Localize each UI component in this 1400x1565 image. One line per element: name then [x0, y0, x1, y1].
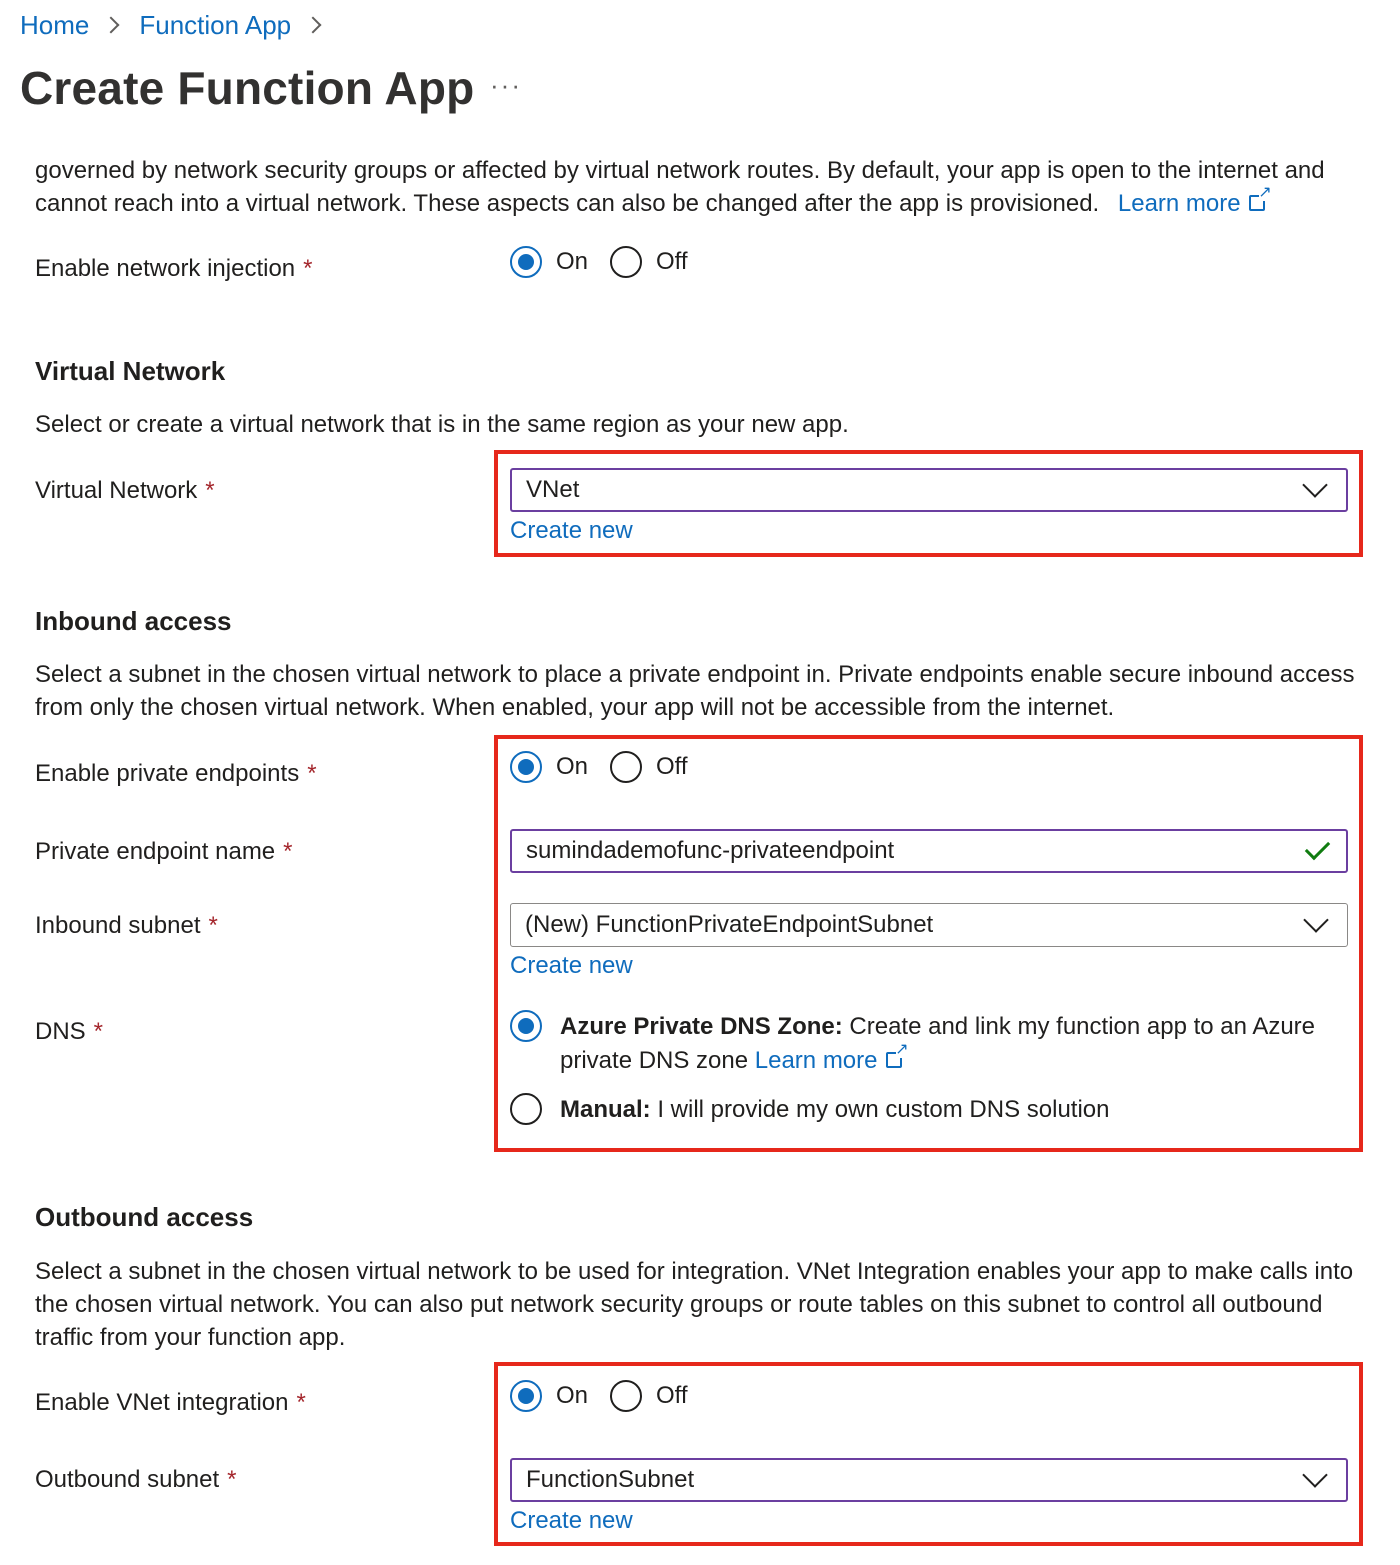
required-indicator: * — [227, 1466, 237, 1493]
required-indicator: * — [296, 1389, 306, 1416]
radio-unselected-icon — [610, 1380, 642, 1412]
chevron-right-icon — [103, 17, 120, 34]
chevron-right-icon — [305, 17, 322, 34]
radio-unselected-icon — [610, 246, 642, 278]
more-options-icon[interactable]: ··· — [490, 70, 522, 100]
private-endpoints-on-radio[interactable]: On — [510, 751, 588, 783]
vnet-integration-label: Enable VNet integration * — [35, 1389, 306, 1416]
outbound-access-description: Select a subnet in the chosen virtual network to be used for integration. VNet Integration enables your app to make calls into the chosen virtual network. You can also put network security groups or route tables on this subnet to control all outbound traffic from your function app. — [35, 1258, 1354, 1351]
radio-selected-icon — [510, 246, 542, 278]
dns-option-manual[interactable]: Manual: I will provide my own custom DNS solution — [510, 1093, 1350, 1127]
chevron-down-icon — [1302, 1462, 1327, 1487]
intro-learn-more-link[interactable]: Learn more↗ — [1118, 190, 1265, 217]
required-indicator: * — [307, 760, 317, 787]
virtual-network-label: Virtual Network * — [35, 477, 215, 504]
outbound-subnet-create-new-link[interactable]: Create new — [510, 1507, 633, 1534]
page-title: Create Function App — [20, 62, 475, 114]
virtual-network-description: Select or create a virtual network that is in the same region as your new app. — [35, 411, 849, 438]
radio-selected-icon — [510, 1010, 542, 1042]
endpoint-name-label: Private endpoint name * — [35, 838, 293, 865]
dns-label: DNS * — [35, 1018, 104, 1045]
chevron-down-icon — [1303, 907, 1328, 932]
inbound-subnet-create-new-link[interactable]: Create new — [510, 952, 633, 979]
intro-text: governed by network security groups or affected by virtual network routes. By default, your app is open to the internet and cannot reach into a virtual network. These aspects can also be changed after the app is provisioned. — [35, 157, 1325, 217]
external-link-icon — [886, 1052, 902, 1068]
inbound-subnet-label: Inbound subnet * — [35, 912, 218, 939]
vnet-integration-off-radio[interactable]: Off — [610, 1380, 688, 1412]
private-endpoints-label: Enable private endpoints * — [35, 760, 317, 787]
vnet-integration-radio-group — [510, 1380, 710, 1412]
required-indicator: * — [303, 255, 313, 282]
required-indicator: * — [93, 1018, 104, 1045]
virtual-network-heading: Virtual Network — [35, 356, 226, 386]
virtual-network-create-new-link[interactable]: Create new — [510, 517, 633, 544]
network-injection-off-radio[interactable]: Off — [610, 246, 688, 278]
outbound-access-heading: Outbound access — [35, 1202, 254, 1232]
vnet-integration-on-radio[interactable]: On — [510, 1380, 588, 1412]
inbound-subnet-dropdown[interactable]: (New) FunctionPrivateEndpointSubnet — [510, 903, 1348, 947]
required-indicator: * — [283, 838, 293, 865]
radio-unselected-icon — [510, 1093, 542, 1125]
radio-selected-icon — [510, 1380, 542, 1412]
inbound-access-heading: Inbound access — [35, 606, 232, 636]
external-link-icon — [1249, 195, 1265, 211]
virtual-network-dropdown[interactable]: VNet — [510, 468, 1348, 512]
network-injection-radio-group — [510, 246, 710, 278]
outbound-subnet-label: Outbound subnet * — [35, 1466, 237, 1493]
radio-selected-icon — [510, 751, 542, 783]
required-indicator: * — [205, 477, 215, 504]
intro-text-block — [35, 152, 1365, 218]
private-endpoints-off-radio[interactable]: Off — [610, 751, 688, 783]
dns-learn-more-link[interactable]: Learn more↗ — [755, 1047, 902, 1074]
chevron-down-icon — [1302, 472, 1327, 497]
dns-option-azure-private-zone[interactable]: Azure Private DNS Zone: Create and link my function app to an Azure private DNS zone Learn more↗ — [510, 1010, 1350, 1078]
breadcrumb-function-app[interactable]: Function App — [139, 10, 292, 40]
required-indicator: * — [208, 912, 218, 939]
endpoint-name-input[interactable]: sumindademofunc-privateendpoint — [510, 829, 1348, 873]
network-injection-on-radio[interactable]: On — [510, 246, 588, 278]
private-endpoints-radio-group — [510, 751, 710, 783]
network-injection-label: Enable network injection * — [35, 255, 313, 282]
radio-unselected-icon — [610, 751, 642, 783]
outbound-subnet-dropdown[interactable]: FunctionSubnet — [510, 1458, 1348, 1502]
breadcrumb-home[interactable]: Home — [20, 10, 90, 40]
inbound-access-description: Select a subnet in the chosen virtual network to place a private endpoint in. Private endpoints enable secure inbound access from only the chosen virtual network. When enabled, your app will not be accessible from the internet. — [35, 661, 1355, 721]
breadcrumb — [20, 6, 341, 44]
